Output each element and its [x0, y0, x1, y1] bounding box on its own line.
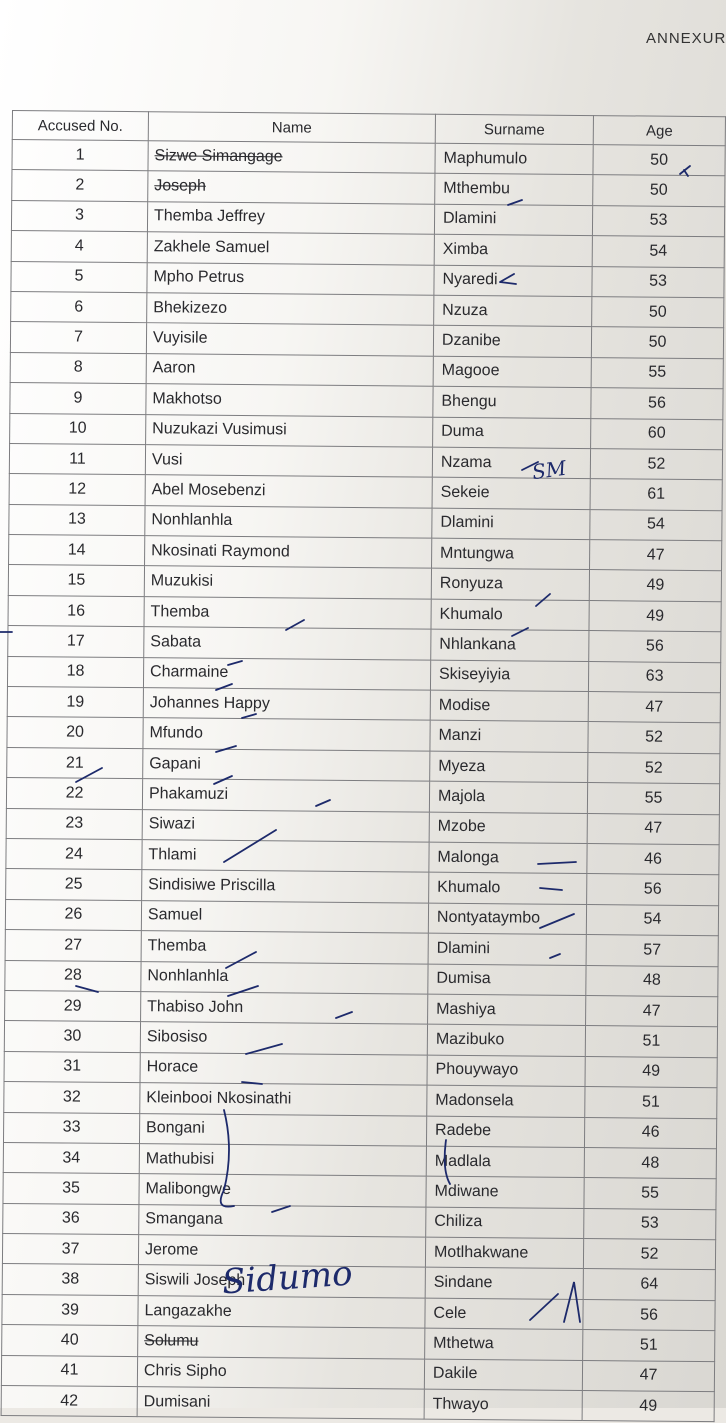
accused-age: 51 — [585, 1087, 717, 1119]
accused-name: Themba — [144, 597, 431, 630]
accused-age: 52 — [588, 722, 720, 754]
accused-surname: Nyaredi — [434, 265, 592, 297]
accused-name: Thabiso John — [140, 992, 427, 1025]
accused-name: Themba — [141, 931, 428, 964]
accused-age: 48 — [586, 965, 718, 997]
accused-surname: Khumalo — [431, 599, 589, 631]
accused-number: 42 — [1, 1385, 137, 1417]
accused-name: Vusi — [145, 445, 432, 478]
accused-surname: Dlamini — [432, 508, 590, 540]
accused-name: Themba Jeffrey — [147, 201, 434, 234]
accused-name: Bongani — [139, 1113, 426, 1146]
accused-age: 55 — [591, 357, 723, 389]
accused-surname: Mthetwa — [425, 1328, 583, 1360]
handwritten-name-40: Sidumo — [220, 1253, 354, 1303]
accused-list — [1, 110, 726, 1423]
accused-age: 56 — [589, 631, 721, 663]
accused-surname: Radebe — [426, 1116, 584, 1148]
accused-number: 16 — [8, 595, 144, 627]
accused-name: Nonhlanhla — [145, 505, 432, 538]
accused-surname: Ronyuza — [431, 569, 589, 601]
accused-surname: Nzama — [432, 447, 590, 479]
accused-surname: Mntungwa — [431, 538, 589, 570]
accused-name: Mfundo — [143, 718, 430, 751]
accused-name: Sizwe Simangage — [148, 141, 435, 174]
accused-age: 48 — [584, 1147, 716, 1179]
accused-age: 50 — [593, 145, 725, 177]
accused-number: 21 — [7, 747, 143, 779]
accused-surname: Motlhakwane — [425, 1237, 583, 1269]
accused-surname: Myeza — [430, 751, 588, 783]
accused-age: 50 — [591, 327, 723, 359]
header-surname: Surname — [435, 114, 593, 144]
accused-age: 47 — [587, 813, 719, 845]
accused-name: Johannes Happy — [143, 688, 430, 721]
accused-number: 6 — [11, 291, 147, 323]
accused-surname: Cele — [425, 1298, 583, 1330]
accused-number: 29 — [5, 990, 141, 1022]
accused-age: 50 — [593, 175, 725, 207]
accused-name: Siwazi — [142, 809, 429, 842]
accused-number: 4 — [11, 231, 147, 263]
accused-surname: Thwayo — [424, 1389, 582, 1421]
accused-surname: Dzanibe — [433, 326, 591, 358]
accused-surname: Duma — [433, 417, 591, 449]
accused-number: 39 — [2, 1294, 138, 1326]
accused-name: Abel Mosebenzi — [145, 475, 432, 508]
accused-name: Nuzukazi Vusimusi — [146, 414, 433, 447]
header-age: Age — [593, 116, 725, 146]
accused-table — [1, 110, 726, 1423]
accused-surname: Dlamini — [428, 933, 586, 965]
accused-name: Joseph — [148, 171, 435, 204]
accused-age: 47 — [590, 540, 722, 572]
accused-surname: Magooe — [433, 356, 591, 388]
accused-age: 61 — [590, 479, 722, 511]
accused-name: Nonhlanhla — [141, 961, 428, 994]
accused-age: 50 — [592, 297, 724, 329]
accused-surname: Dlamini — [434, 204, 592, 236]
accused-age: 52 — [588, 752, 720, 784]
accused-surname: Mashiya — [427, 994, 585, 1026]
accused-surname: Nhlankana — [431, 629, 589, 661]
accused-number: 1 — [12, 140, 148, 172]
accused-age: 57 — [586, 935, 718, 967]
accused-number: 37 — [2, 1234, 138, 1266]
accused-number: 19 — [7, 687, 143, 719]
accused-surname: Mthembu — [435, 174, 593, 206]
accused-age: 49 — [585, 1056, 717, 1088]
accused-surname: Phouywayo — [427, 1055, 585, 1087]
accused-number: 38 — [2, 1264, 138, 1296]
accused-number: 28 — [5, 960, 141, 992]
accused-name: Charmaine — [143, 657, 430, 690]
accused-number: 11 — [9, 443, 145, 475]
accused-age: 47 — [586, 995, 718, 1027]
accused-age: 54 — [586, 904, 718, 936]
accused-number: 18 — [7, 656, 143, 688]
accused-name: Malibongwe — [139, 1174, 426, 1207]
accused-number: 2 — [12, 170, 148, 202]
accused-surname: Modise — [430, 690, 588, 722]
accused-age: 56 — [583, 1299, 715, 1331]
accused-surname: Sindane — [425, 1268, 583, 1300]
header-accused-no: Accused No. — [12, 111, 148, 141]
accused-name: Sibosiso — [140, 1022, 427, 1055]
accused-number: 36 — [3, 1203, 139, 1235]
accused-surname: Mdiwane — [426, 1176, 584, 1208]
accused-number: 9 — [10, 383, 146, 415]
accused-name: Phakamuzi — [142, 779, 429, 812]
accused-name: Bhekizezo — [147, 293, 434, 326]
accused-name: Mathubisi — [139, 1144, 426, 1177]
accused-age: 52 — [583, 1239, 715, 1271]
accused-number: 33 — [3, 1112, 139, 1144]
accused-surname: Skiseyiyia — [430, 660, 588, 692]
accused-surname: Khumalo — [429, 873, 587, 905]
accused-surname: Majola — [429, 781, 587, 813]
accused-number: 12 — [9, 474, 145, 506]
accused-number: 24 — [6, 838, 142, 870]
accused-number: 41 — [1, 1355, 137, 1387]
accused-age: 54 — [590, 509, 722, 541]
accused-surname: Sekeie — [432, 477, 590, 509]
accused-age: 55 — [587, 783, 719, 815]
accused-name: Sabata — [144, 627, 431, 660]
accused-age: 51 — [585, 1026, 717, 1058]
accused-number: 26 — [5, 899, 141, 931]
accused-age: 51 — [583, 1330, 715, 1362]
accused-name: Solumu — [138, 1326, 425, 1359]
accused-number: 22 — [6, 778, 142, 810]
accused-name: Vuyisile — [146, 323, 433, 356]
accused-number: 30 — [4, 1021, 140, 1053]
table-row — [1, 1385, 714, 1422]
accused-surname: Maphumulo — [435, 143, 593, 175]
accused-number: 32 — [4, 1082, 140, 1114]
accused-surname: Madonsela — [427, 1085, 585, 1117]
accused-name: Langazakhe — [138, 1295, 425, 1328]
accused-number: 31 — [4, 1051, 140, 1083]
accused-age: 63 — [588, 661, 720, 693]
accused-surname: Nontyataymbo — [428, 903, 586, 935]
accused-age: 54 — [592, 236, 724, 268]
accused-age: 53 — [592, 205, 724, 237]
accused-number: 23 — [6, 808, 142, 840]
accused-surname: Chiliza — [426, 1207, 584, 1239]
accused-name: Thlami — [142, 840, 429, 873]
accused-number: 17 — [8, 626, 144, 658]
accused-age: 49 — [589, 600, 721, 632]
table-body — [1, 140, 725, 1423]
accused-name: Jerome — [138, 1235, 425, 1268]
accused-number: 5 — [11, 261, 147, 293]
accused-age: 46 — [587, 844, 719, 876]
accused-surname: Nzuza — [434, 295, 592, 327]
accused-age: 47 — [582, 1360, 714, 1392]
accused-name: Siswili Joseph — [138, 1265, 425, 1298]
accused-number: 13 — [9, 504, 145, 536]
accused-surname: Dakile — [424, 1359, 582, 1391]
accused-age: 49 — [589, 570, 721, 602]
accused-surname: Dumisa — [428, 964, 586, 996]
accused-age: 47 — [588, 692, 720, 724]
accused-surname: Manzi — [430, 721, 588, 753]
accused-name: Aaron — [146, 353, 433, 386]
accused-surname: Ximba — [434, 234, 592, 266]
accused-surname: Mazibuko — [427, 1024, 585, 1056]
accused-surname: Mzobe — [429, 812, 587, 844]
accused-number: 27 — [5, 930, 141, 962]
accused-name: Mpho Petrus — [147, 262, 434, 295]
accused-name: Samuel — [141, 900, 428, 933]
accused-age: 53 — [592, 266, 724, 298]
accused-number: 34 — [3, 1142, 139, 1174]
accused-age: 60 — [591, 418, 723, 450]
accused-number: 40 — [2, 1325, 138, 1357]
accused-name: Nkosinati Raymond — [144, 536, 431, 569]
accused-number: 10 — [10, 413, 146, 445]
accused-number: 20 — [7, 717, 143, 749]
accused-number: 7 — [10, 322, 146, 354]
accused-age: 56 — [591, 388, 723, 420]
accused-number: 25 — [6, 869, 142, 901]
accused-name: Makhotso — [146, 384, 433, 417]
accused-number: 15 — [8, 565, 144, 597]
accused-name: Chris Sipho — [137, 1356, 424, 1389]
accused-name: Zakhele Samuel — [147, 232, 434, 265]
accused-age: 55 — [584, 1178, 716, 1210]
accused-age: 64 — [583, 1269, 715, 1301]
header-name: Name — [148, 112, 435, 144]
accused-name: Kleinbooi Nkosinathi — [140, 1083, 427, 1116]
accused-name: Sindisiwe Priscilla — [142, 870, 429, 903]
accused-surname: Malonga — [429, 842, 587, 874]
annexure-heading: ANNEXUR — [646, 30, 726, 47]
accused-name: Smangana — [139, 1204, 426, 1237]
handwritten-initials-13: SM — [530, 455, 568, 485]
accused-number: 3 — [11, 200, 147, 232]
accused-number: 14 — [9, 535, 145, 567]
accused-surname: Bhengu — [433, 386, 591, 418]
accused-age: 49 — [582, 1391, 714, 1423]
accused-age: 56 — [587, 874, 719, 906]
accused-name: Gapani — [143, 748, 430, 781]
accused-age: 53 — [584, 1208, 716, 1240]
accused-surname: Madlala — [426, 1146, 584, 1178]
accused-age: 52 — [590, 448, 722, 480]
accused-name: Muzukisi — [144, 566, 431, 599]
accused-name: Dumisani — [137, 1387, 424, 1420]
accused-number: 8 — [10, 352, 146, 384]
accused-age: 46 — [585, 1117, 717, 1149]
accused-number: 35 — [3, 1173, 139, 1205]
accused-name: Horace — [140, 1052, 427, 1085]
